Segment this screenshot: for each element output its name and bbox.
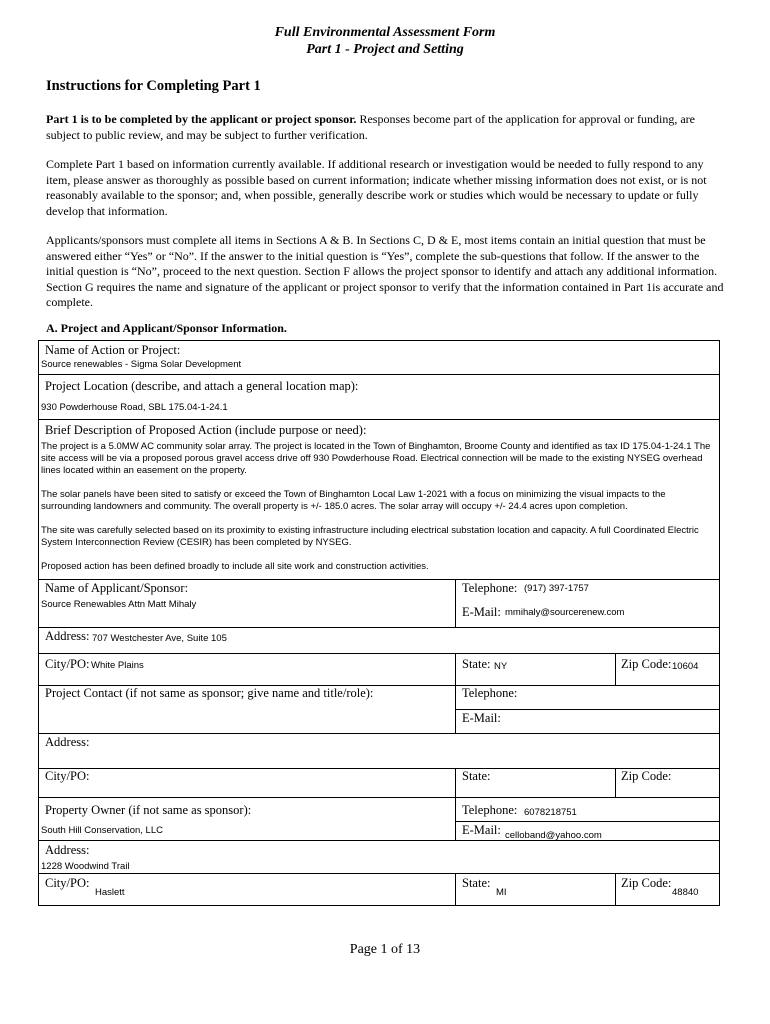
- rule: [455, 685, 456, 733]
- rule: [455, 653, 456, 685]
- project-location-field[interactable]: 930 Powderhouse Road, SBL 175.04-1-24.1: [41, 402, 228, 413]
- instructions-paragraph-1: [46, 112, 726, 143]
- owner-state-field[interactable]: MI: [496, 887, 507, 898]
- applicant-state-field[interactable]: NY: [494, 661, 508, 672]
- rule: [39, 374, 719, 375]
- form-subtitle: Part 1 - Project and Setting: [306, 42, 464, 57]
- rule: [39, 840, 719, 841]
- applicant-address-label: Address:: [45, 629, 90, 643]
- owner-zip-field[interactable]: 48840: [672, 887, 699, 898]
- owner-state-label: State:: [462, 876, 491, 890]
- description-field-p4[interactable]: Proposed action has been defined broadly to include all site work and construction activities.: [41, 561, 429, 572]
- instructions-p1-rest: Responses become part of the application for approval or funding, are subject to public review, and may be subject to further verification.: [46, 112, 695, 142]
- rule: [39, 733, 719, 734]
- instructions-p1-bold: Part 1 is to be completed by the applicant or project sponsor.: [46, 112, 357, 126]
- applicant-name-field[interactable]: Source Renewables Attn Matt Mihaly: [41, 599, 197, 610]
- rule: [615, 768, 616, 797]
- name-of-action-field[interactable]: Source renewables - Sigma Solar Development: [41, 359, 242, 370]
- instructions-paragraph-3: Applicants/sponsors must complete all items in Sections A & B. In Sections C, D & E, most items contain an initial question that must be answered either “Yes” or “No”. If the answer to the initial question is “Yes”, complete the sub-questions that follow. If the answer to the initial question is “No”, proceed to the next question. Section F allows the project sponsor to identify and attach any additional information. Section G requires the name and signature of the applicant or project sponsor to verify that the information contained in Part 1is accurate and complete.: [46, 233, 724, 310]
- description-field-p3[interactable]: The site was carefully selected based on its proximity to existing infrastructure including electrical substation location and capacity. A full Coordinated Electric System Interconnection Review (CESIR) has been completed by NYSEG.: [41, 525, 699, 548]
- description-field-p1[interactable]: The project is a 5.0MW AC community solar array. The project is located in the Town of Binghamton, Broome County and identified as tax ID 175.04-1-24.1 The site access will be via a proposed porous gravel access drive off 930 Powderhouse Road. Electrical connection will be made to the existing NYSEG overhead lines located within an easement on the property.: [41, 441, 711, 476]
- property-owner-label: Property Owner (if not same as sponsor):: [45, 803, 252, 817]
- owner-telephone-field[interactable]: 6078218751: [524, 807, 577, 818]
- owner-city-field[interactable]: Haslett: [95, 887, 125, 898]
- contact-telephone-label: Telephone:: [462, 686, 518, 700]
- contact-zip-label: Zip Code:: [621, 769, 672, 783]
- owner-email-label: E-Mail:: [462, 823, 501, 837]
- owner-telephone-label: Telephone:: [462, 803, 518, 817]
- applicant-zip-label: Zip Code:: [621, 657, 672, 671]
- applicant-city-field[interactable]: White Plains: [91, 660, 144, 671]
- rule: [455, 579, 456, 627]
- rule: [455, 821, 719, 822]
- rule: [39, 797, 719, 798]
- rule: [39, 653, 719, 654]
- applicant-state-label: State:: [462, 657, 491, 671]
- project-contact-label: Project Contact (if not same as sponsor; give name and title/role):: [45, 686, 374, 700]
- applicant-email-label: E-Mail:: [462, 605, 501, 619]
- applicant-telephone-label: Telephone:: [462, 581, 518, 595]
- rule: [39, 627, 719, 628]
- property-owner-field[interactable]: South Hill Conservation, LLC: [41, 825, 163, 836]
- owner-address-label: Address:: [45, 843, 90, 857]
- rule: [39, 768, 719, 769]
- rule: [615, 873, 616, 906]
- applicant-address-field[interactable]: 707 Westchester Ave, Suite 105: [92, 633, 227, 644]
- form-title: Full Environmental Assessment Form: [274, 25, 496, 40]
- description-label: Brief Description of Proposed Action (include purpose or need):: [45, 423, 367, 437]
- project-location-label: Project Location (describe, and attach a general location map):: [45, 379, 359, 393]
- owner-address-field[interactable]: 1228 Woodwind Trail: [41, 861, 130, 872]
- rule: [39, 873, 719, 874]
- owner-city-label: City/PO:: [45, 876, 90, 890]
- name-of-action-label: Name of Action or Project:: [45, 343, 181, 357]
- contact-email-label: E-Mail:: [462, 711, 501, 725]
- applicant-zip-field[interactable]: 10604: [672, 661, 699, 672]
- contact-address-label: Address:: [45, 735, 90, 749]
- rule: [455, 709, 719, 710]
- description-field-p2[interactable]: The solar panels have been sited to satisfy or exceed the Town of Binghamton Local Law 1-2021 with a focus on minimizing the visual impacts to the surrounding landowners and community. The overall property is +/- 185.0 acres. The solar array will occupy +/- 24.4 acres upon completion.: [41, 489, 666, 512]
- applicant-email-field[interactable]: mmihaly@sourcerenew.com: [505, 607, 625, 618]
- rule: [615, 653, 616, 685]
- owner-email-field[interactable]: celloband@yahoo.com: [505, 830, 602, 841]
- applicant-city-label: City/PO:: [45, 657, 90, 671]
- contact-city-label: City/PO:: [45, 769, 90, 783]
- project-info-form: [38, 340, 720, 906]
- rule: [39, 419, 719, 420]
- page-number: Page 1 of 13: [349, 942, 421, 957]
- instructions-paragraph-2: Complete Part 1 based on information currently available. If additional research or investigation would be needed to fully respond to any item, please answer as thoroughly as possible based on current information; indicate whether missing information does not exist, or is not reasonably available to the sponsor; and, when possible, generally describe work or studies which would be necessary to update or fully develop that information.: [46, 157, 707, 218]
- rule: [455, 797, 456, 840]
- contact-state-label: State:: [462, 769, 491, 783]
- owner-zip-label: Zip Code:: [621, 876, 672, 890]
- rule: [455, 768, 456, 797]
- rule: [39, 579, 719, 580]
- instructions-heading: Instructions for Completing Part 1: [46, 78, 261, 94]
- applicant-label: Name of Applicant/Sponsor:: [45, 581, 189, 595]
- applicant-telephone-field[interactable]: (917) 397-1757: [524, 583, 589, 594]
- section-a-heading: A. Project and Applicant/Sponsor Information.: [46, 321, 287, 335]
- rule: [455, 873, 456, 906]
